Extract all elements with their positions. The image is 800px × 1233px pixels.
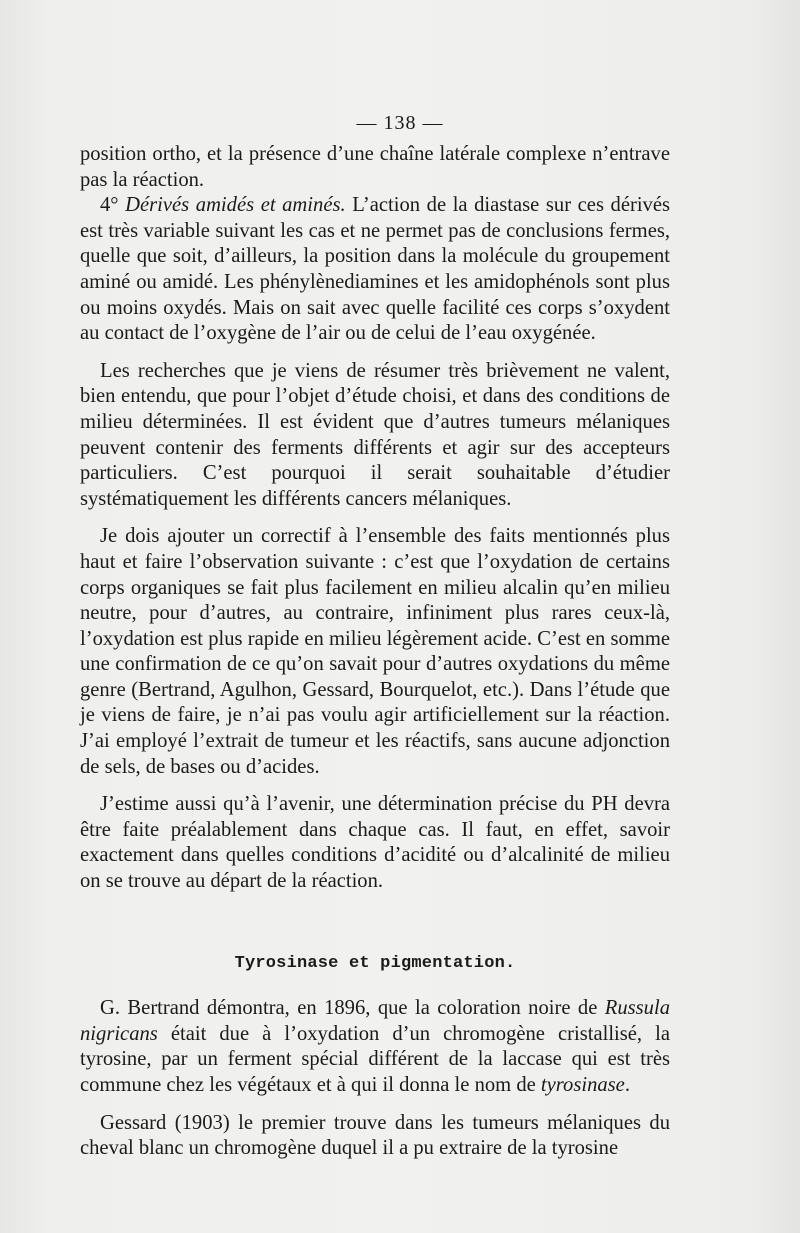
item-title: Dérivés amidés et aminés. — [125, 194, 346, 217]
paragraph-text: G. Bertrand démontra, en 1896, que la coloration noire de — [100, 997, 605, 1020]
paragraph-text: L’action de la diastase sur ces dérivés est très variable suivant les cas et ne permet pas de conclusions fermes, quelle que soit, d’ailleurs, la position dans la molécule du groupement aminé ou amidé. Les phénylènediamines et les amidophénols sont plus ou moins oxydés. Mais on sait avec quelle facilité ces corps s’oxydent au contact de l’oxygène de l’air ou de celui de l’eau oxygénée. — [80, 194, 671, 345]
paragraph-research: Les recherches que je viens de résumer très brièvement ne valent, bien entendu, que pour l’objet d’étude choisi, et dans des conditions de milieu déterminées. Il est évident que d’autres tumeurs mélaniques peuvent contenir des ferments différents et agir sur des accepteurs particuliers. C’est pourquoi il serait souhaitable d’étudier systématiquement les différents cancers mélaniques. — [80, 359, 670, 510]
paragraph-text: . — [624, 1074, 630, 1096]
item-number: 4° — [100, 194, 119, 217]
section-heading: Tyrosinase et pigmentation. — [234, 953, 516, 973]
body-text — [80, 142, 670, 1162]
paragraph-ph: J’estime aussi qu’à l’avenir, une détermination précise du PH devra être faite préalablement dans chaque cas. Il faut, en effet, savoir exactement dans quelles conditions d’acidité ou d’alcalinité de milieu on se trouve au départ de la réaction. — [80, 793, 670, 893]
paragraph-gessard: Gessard (1903) le premier trouve dans les tumeurs mélaniques du cheval blanc un chromogène duquel il a pu extraire de la tyrosine — [80, 1111, 670, 1160]
paragraph-bertrand — [80, 996, 670, 1098]
species-name: Russula nigricans — [80, 997, 670, 1045]
paragraph-text: était due à l’oxydation d’un chromogène cristallisé, la tyrosine, par un ferment spécial différent de la laccase qui est très commune chez les végétaux et à qui il donna le nom de — [80, 1022, 670, 1096]
paragraph-amides — [80, 193, 670, 347]
page-number: — 138 — — [356, 112, 444, 134]
paragraph-continuation: position ortho, et la présence d’une chaîne latérale complexe n’entrave pas la réaction. — [80, 143, 670, 191]
paragraph-correction: Je dois ajouter un correctif à l’ensemble des faits mentionnés plus haut et faire l’observation suivante : c’est que l’oxydation de certains corps organiques se fait plus facilement en milieu alcalin qu’en milieu neutre, pour d’autres, au contraire, infiniment plus rares ceux-là, l’oxydation est plus rapide en milieu légèrement acide. C’est en somme une confirmation de ce qu’on savait pour d’autres oxydations du même genre (Bertrand, Agulhon, Gessard, Bourquelot, etc.). Dans l’étude que je viens de faire, je n’ai pas voulu agir artificiellement sur la réaction. J’ai employé l’extrait de tumeur et les réactifs, sans aucune adjonction de sels, de bases ou d’acides. — [80, 525, 670, 778]
term-tyrosinase: tyrosinase — [540, 1074, 625, 1096]
